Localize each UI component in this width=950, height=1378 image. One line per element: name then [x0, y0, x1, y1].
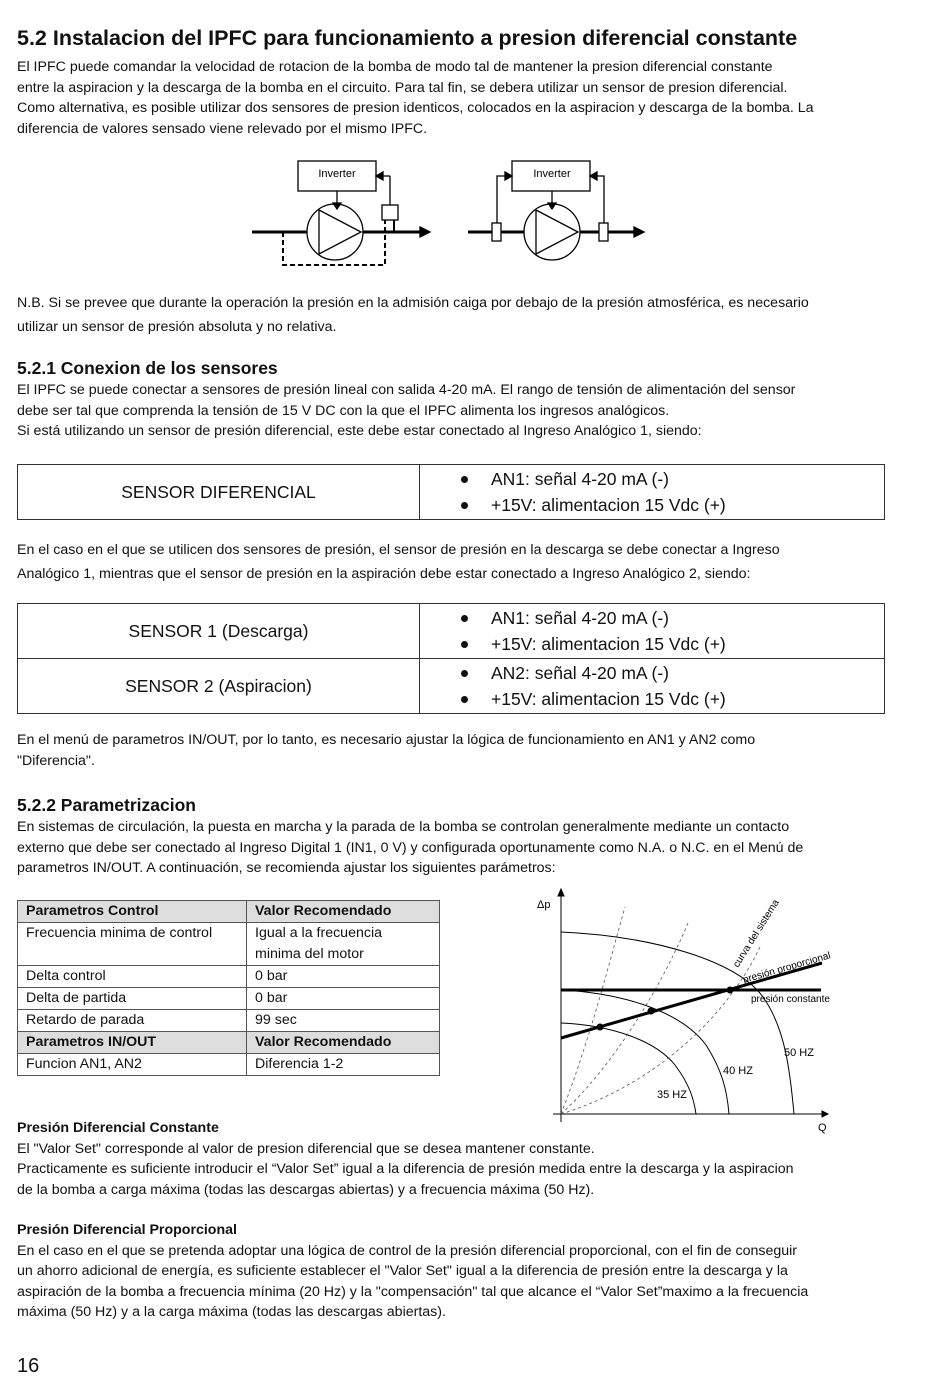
constant-label: presión constante: [751, 994, 830, 1005]
system-curve: [561, 907, 625, 1114]
text-line: utilizar un sensor de presión absoluta y no relativa.: [17, 319, 337, 335]
table-cell: Igual a la frecuencia minima del motor: [247, 923, 440, 966]
text-line: máxima (50 Hz) y a la carga máxima (todas las descargas abiertas).: [17, 1304, 446, 1320]
text-line: N.B. Si se prevee que durante la operación la presión en la admisión caiga por debajo de la presión atmosférica, es necesario: [17, 295, 809, 311]
table-header: Parametros Control: [18, 901, 247, 923]
table-cell: Delta control: [18, 966, 247, 988]
sensor-label: SENSOR DIFERENCIAL: [18, 465, 420, 520]
table-cell: 0 bar: [247, 988, 440, 1010]
text-line: Si está utilizando un sensor de presión diferencial, este debe estar conectado al Ingreso Analógico 1, siendo:: [17, 423, 702, 439]
sensor-label: SENSOR 2 (Aspiracion): [18, 659, 420, 714]
text-line: aspiración de la bomba a frecuencia mínima (20 Hz) y la "compensación" tal que alcance el “Valor Set”maximo a la frecuencia: [17, 1283, 809, 1300]
series-label: 35 HZ: [657, 1089, 687, 1101]
text-line: parametros IN/OUT. A continuación, se recomienda ajustar los siguientes parámetros:: [17, 860, 556, 876]
list-item: +15V: alimentacion 15 Vdc (+): [491, 631, 883, 657]
table-cell: Diferencia 1-2: [247, 1054, 440, 1076]
subsection-title: 5.2.2 Parametrizacion: [17, 795, 196, 815]
table-cell: 99 sec: [247, 1010, 440, 1032]
paragraph-title: Presión Diferencial Proporcional: [17, 1222, 237, 1238]
text-line: "Diferencia".: [17, 752, 95, 769]
inverter-label: Inverter: [318, 168, 356, 180]
curve-40hz: [561, 990, 729, 1114]
sensor-label: SENSOR 1 (Descarga): [18, 604, 420, 659]
text-line: El IPFC se puede conectar a sensores de presión lineal con salida 4-20 mA. El rango de tensión de alimentación del sensor: [17, 382, 796, 398]
y-axis-label: Δp: [537, 899, 551, 911]
list-item: AN1: señal 4-20 mA (-): [491, 605, 883, 631]
table-header: Valor Recomendado: [247, 901, 440, 923]
table-header: Parametros IN/OUT: [18, 1032, 247, 1054]
operating-point: [648, 1008, 655, 1015]
text-line: Como alternativa, es posible utilizar dos sensores de presion identicos, colocados en la aspiracion y descarga de la bomba. La: [17, 100, 814, 116]
list-item: +15V: alimentacion 15 Vdc (+): [491, 492, 883, 518]
paragraph-title: Presión Diferencial Constante: [17, 1120, 219, 1136]
list-item: +15V: alimentacion 15 Vdc (+): [491, 686, 883, 712]
table-cell: 0 bar: [247, 966, 440, 988]
text-line: En sistemas de circulación, la puesta en marcha y la parada de la bomba se controlan generalmente mediante un contacto: [17, 819, 790, 835]
table-header: Valor Recomendado: [247, 1032, 440, 1054]
table-cell: Retardo de parada: [18, 1010, 247, 1032]
text-line: debe ser tal que comprenda la tensión de 15 V DC con la que el IPFC alimenta los ingresos analógicos.: [17, 402, 670, 419]
series-label: 50 HZ: [784, 1047, 814, 1059]
text-line: Analógico 1, mientras que el sensor de presión en la aspiración debe estar conectado a Ingreso Analógico 2, siendo:: [17, 566, 751, 582]
operating-point: [597, 1024, 604, 1031]
table-cell: Funcion AN1, AN2: [18, 1054, 247, 1076]
text-line: En el caso en el que se utilicen dos sensores de presión, el sensor de presión en la descarga se debe conectar a Ingreso: [17, 542, 780, 558]
text-line: En el menú de parametros IN/OUT, por lo tanto, es necesario ajustar la lógica de funcionamiento en AN1 y AN2 como: [17, 732, 756, 748]
text-line: un ahorro adicional de energía, es suficiente establecer el "Valor Set" igual a la diferencia de presión entre la descarga y la: [17, 1263, 788, 1279]
page-number: 16: [17, 1355, 40, 1377]
proportional-label: presión proporcional: [741, 950, 832, 986]
text-line: externo que debe ser conectado al Ingreso Digital 1 (IN1, 0 V) y configurada oportunamente como N.A. o N.C. en el Menú de: [17, 839, 804, 856]
text-line: El IPFC puede comandar la velocidad de rotacion de la bomba de modo tal de mantener la presion diferencial constante: [17, 59, 773, 75]
x-axis-label: Q: [818, 1122, 827, 1134]
list-item: AN1: señal 4-20 mA (-): [491, 466, 883, 492]
table-cell: Frecuencia minima de control: [18, 923, 247, 966]
text-line: entre la aspiracion y la descarga de la bomba en el circuito. Para tal fin, se debera utilizar un sensor de presion diferencial.: [17, 79, 788, 96]
curve-50hz: [561, 932, 794, 1114]
series-label: 40 HZ: [723, 1065, 753, 1077]
text-line: de la bomba a carga máxima (todas las descargas abiertas) y a frecuencia máxima (50 Hz).: [17, 1181, 595, 1198]
subsection-title: 5.2.1 Conexion de los sensores: [17, 358, 278, 378]
inverter-label: Inverter: [533, 168, 571, 180]
text-line: Practicamente es suficiente introducir el “Valor Set” igual a la diferencia de presión medida entre la descarga y la aspiracion: [17, 1161, 794, 1177]
list-item: AN2: señal 4-20 mA (-): [491, 660, 883, 686]
table-cell: Delta de partida: [18, 988, 247, 1010]
operating-point: [727, 987, 734, 994]
text-line: En el caso en el que se pretenda adoptar una lógica de control de la presión diferencial proporcional, con el fin de conseguir: [17, 1242, 798, 1259]
text-line: El "Valor Set" corresponde al valor de presion diferencial que se desea mantener constante.: [17, 1140, 595, 1157]
paragraph: [17, 1118, 808, 1323]
section-title: 5.2 Instalacion del IPFC para funcionamiento a presion diferencial constante: [17, 26, 798, 50]
system-curve-label: curva del sistema: [731, 897, 782, 970]
text-line: diferencia de valores sensado viene relevado por el mismo IPFC.: [17, 120, 428, 137]
